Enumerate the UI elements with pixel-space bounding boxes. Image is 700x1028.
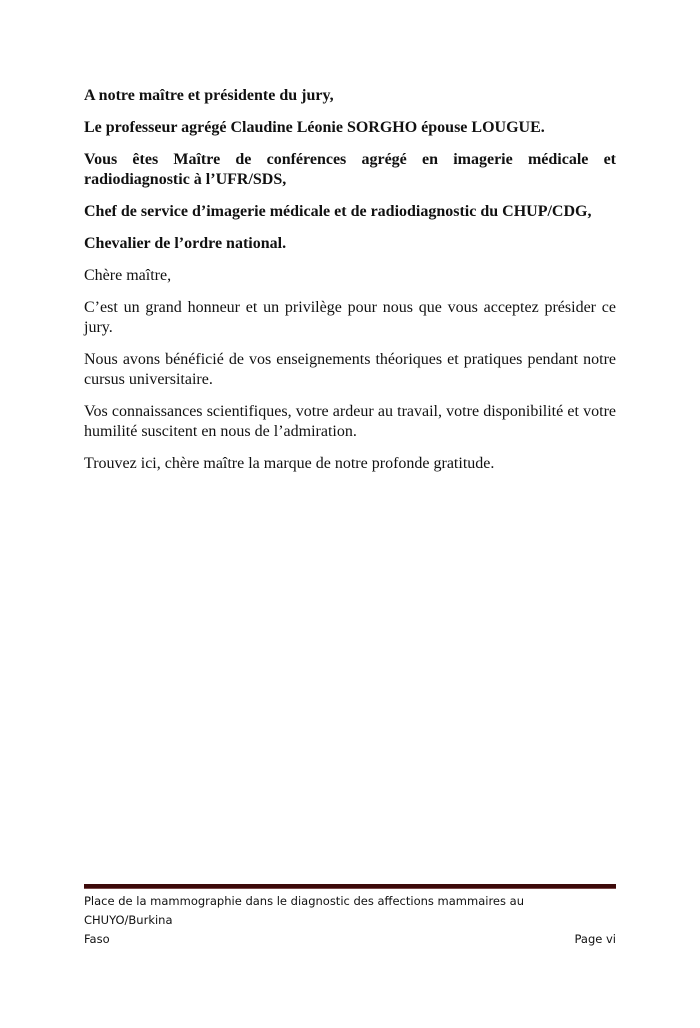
professor-name: Le professeur agrégé Claudine Léonie SORGHO épouse LOUGUE.: [84, 119, 545, 136]
dedication-heading: A notre maître et présidente du jury,: [84, 87, 334, 104]
paragraph-teaching: Nous avons bénéficié de vos enseignements théoriques et pratiques pendant notre cursus universitaire.: [84, 351, 616, 388]
page-footer: [84, 892, 616, 949]
paragraph-admiration: Vos connaissances scientifiques, votre ardeur au travail, votre disponibilité et votre humilité suscitent en nous de l’admiration.: [84, 403, 616, 440]
paragraph-gratitude: Trouvez ici, chère maître la marque de notre profonde gratitude.: [84, 455, 495, 472]
professor-honor: Chevalier de l’ordre national.: [84, 235, 287, 252]
page-number: Page vi: [574, 932, 616, 946]
footer-title-line2: Faso: [84, 932, 110, 946]
paragraph-honor: C’est un grand honneur et un privilège pour nous que vous acceptez présider ce jury.: [84, 299, 616, 336]
dedication-body: [84, 86, 616, 486]
professor-title: Vous êtes Maître de conférences agrégé en imagerie médicale et radiodiagnostic à l’UFR/SDS,: [84, 151, 616, 188]
professor-service: Chef de service d’imagerie médicale et de radiodiagnostic du CHUP/CDG,: [84, 203, 592, 220]
footer-title-line1: Place de la mammographie dans le diagnostic des affections mammaires au CHUYO/Burkina: [84, 894, 524, 927]
salutation: Chère maître,: [84, 267, 172, 284]
footer-divider: [84, 884, 616, 889]
